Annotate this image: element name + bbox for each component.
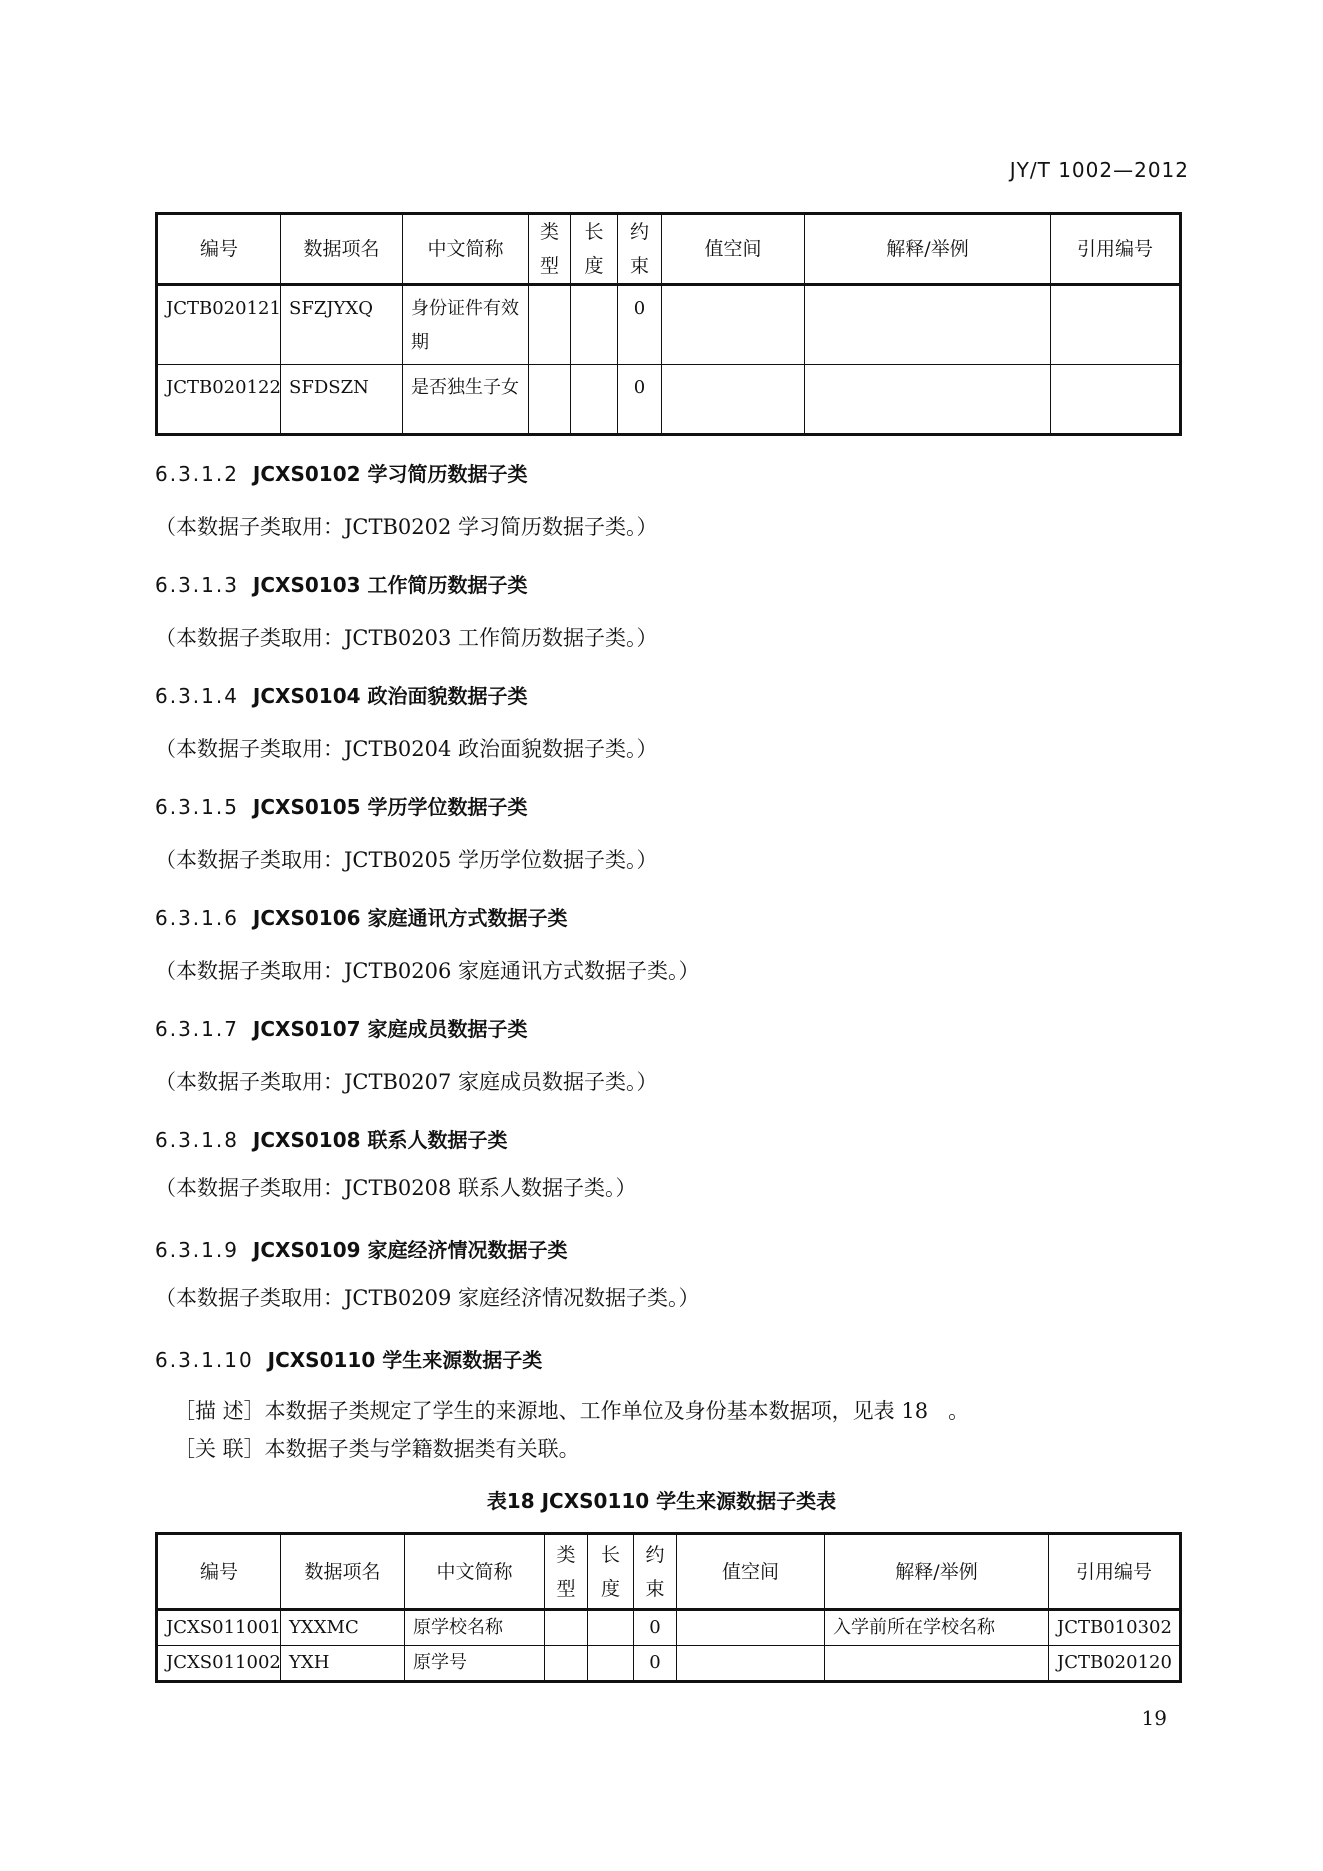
col-header-type: 类 型	[545, 1534, 588, 1610]
cell-value-space	[662, 365, 805, 435]
col-header-type: 类 型	[529, 214, 571, 285]
cell-cn: 是否独生子女	[403, 365, 529, 435]
cell-explain	[805, 365, 1051, 435]
col-header-value-space: 值空间	[677, 1534, 825, 1610]
cell-type	[529, 285, 571, 365]
cell-type	[529, 365, 571, 435]
col-header-cn: 中文简称	[403, 214, 529, 285]
col-header-value-space: 值空间	[662, 214, 805, 285]
cell-constraint: 0	[634, 1646, 677, 1682]
section-heading: 6.3.1.10 JCXS0110 学生来源数据子类	[155, 1348, 543, 1372]
section-note: （本数据子类取用：JCTB0203 工作简历数据子类。）	[155, 626, 658, 650]
cell-value-space	[677, 1646, 825, 1682]
section-note: （本数据子类取用：JCTB0202 学习简历数据子类。）	[155, 515, 658, 539]
table-row	[157, 1646, 1181, 1682]
cell-ref	[1051, 285, 1181, 365]
col-header-id: 编号	[157, 1534, 281, 1610]
col-header-constraint: 约 束	[618, 214, 662, 285]
standard-code: JY/T 1002—2012	[1009, 158, 1189, 182]
col-header-cn: 中文简称	[405, 1534, 545, 1610]
cell-name: SFZJYXQ	[281, 285, 403, 365]
col-header-ref: 引用编号	[1049, 1534, 1181, 1610]
cell-explain	[805, 285, 1051, 365]
table-header-row	[157, 214, 1181, 285]
table-header-row	[157, 1534, 1181, 1610]
student-source-table	[155, 1532, 1182, 1683]
section-note: （本数据子类取用：JCTB0206 家庭通讯方式数据子类。）	[155, 959, 700, 983]
section-heading: 6.3.1.9 JCXS0109 家庭经济情况数据子类	[155, 1238, 568, 1262]
cell-explain	[825, 1646, 1049, 1682]
cell-id: JCXS011001	[157, 1610, 281, 1646]
col-header-constraint: 约 束	[634, 1534, 677, 1610]
section-description: ［描 述］本数据子类规定了学生的来源地、工作单位及身份基本数据项，见表 18 。	[174, 1399, 970, 1423]
cell-id: JCTB020121	[157, 285, 281, 365]
cell-value-space	[662, 285, 805, 365]
table-caption: 表18 JCXS0110 学生来源数据子类表	[486, 1489, 837, 1513]
cell-cn: 身份证件有效期	[403, 285, 529, 365]
col-header-length: 长 度	[571, 214, 618, 285]
section-heading: 6.3.1.7 JCXS0107 家庭成员数据子类	[155, 1017, 528, 1041]
col-header-explain: 解释/举例	[825, 1534, 1049, 1610]
cell-id: JCTB020122	[157, 365, 281, 435]
col-header-name: 数据项名	[281, 1534, 405, 1610]
cell-value-space	[677, 1610, 825, 1646]
section-heading: 6.3.1.8 JCXS0108 联系人数据子类	[155, 1128, 508, 1152]
cell-constraint: 0	[618, 285, 662, 365]
section-note: （本数据子类取用：JCTB0204 政治面貌数据子类。）	[155, 737, 658, 761]
col-header-explain: 解释/举例	[805, 214, 1051, 285]
cell-ref: JCTB020120	[1049, 1646, 1181, 1682]
cell-type	[545, 1610, 588, 1646]
page-number: 19	[1141, 1706, 1167, 1730]
col-header-id: 编号	[157, 214, 281, 285]
cell-cn: 原学校名称	[405, 1610, 545, 1646]
cell-constraint: 0	[618, 365, 662, 435]
col-header-name: 数据项名	[281, 214, 403, 285]
cell-length	[571, 365, 618, 435]
table-row	[157, 365, 1181, 435]
section-note: （本数据子类取用：JCTB0209 家庭经济情况数据子类。）	[155, 1286, 700, 1310]
section-relation: ［关 联］本数据子类与学籍数据类有关联。	[174, 1437, 580, 1461]
section-heading: 6.3.1.2 JCXS0102 学习简历数据子类	[155, 462, 528, 486]
cell-cn: 原学号	[405, 1646, 545, 1682]
cell-constraint: 0	[634, 1610, 677, 1646]
cell-id: JCXS011002	[157, 1646, 281, 1682]
cell-name: SFDSZN	[281, 365, 403, 435]
section-heading: 6.3.1.5 JCXS0105 学历学位数据子类	[155, 795, 528, 819]
section-heading: 6.3.1.6 JCXS0106 家庭通讯方式数据子类	[155, 906, 568, 930]
cell-type	[545, 1646, 588, 1682]
cell-name: YXXMC	[281, 1610, 405, 1646]
section-note: （本数据子类取用：JCTB0207 家庭成员数据子类。）	[155, 1070, 658, 1094]
cell-explain: 入学前所在学校名称	[825, 1610, 1049, 1646]
cell-length	[571, 285, 618, 365]
cell-name: YXH	[281, 1646, 405, 1682]
section-note: （本数据子类取用：JCTB0208 联系人数据子类。）	[155, 1176, 637, 1200]
cell-length	[588, 1610, 634, 1646]
col-header-ref: 引用编号	[1051, 214, 1181, 285]
cell-length	[588, 1646, 634, 1682]
section-heading: 6.3.1.3 JCXS0103 工作简历数据子类	[155, 573, 528, 597]
data-items-table-continued	[155, 212, 1182, 436]
table-row	[157, 285, 1181, 365]
col-header-length: 长 度	[588, 1534, 634, 1610]
cell-ref	[1051, 365, 1181, 435]
section-heading: 6.3.1.4 JCXS0104 政治面貌数据子类	[155, 684, 528, 708]
section-note: （本数据子类取用：JCTB0205 学历学位数据子类。）	[155, 848, 658, 872]
table-row	[157, 1610, 1181, 1646]
cell-ref: JCTB010302	[1049, 1610, 1181, 1646]
